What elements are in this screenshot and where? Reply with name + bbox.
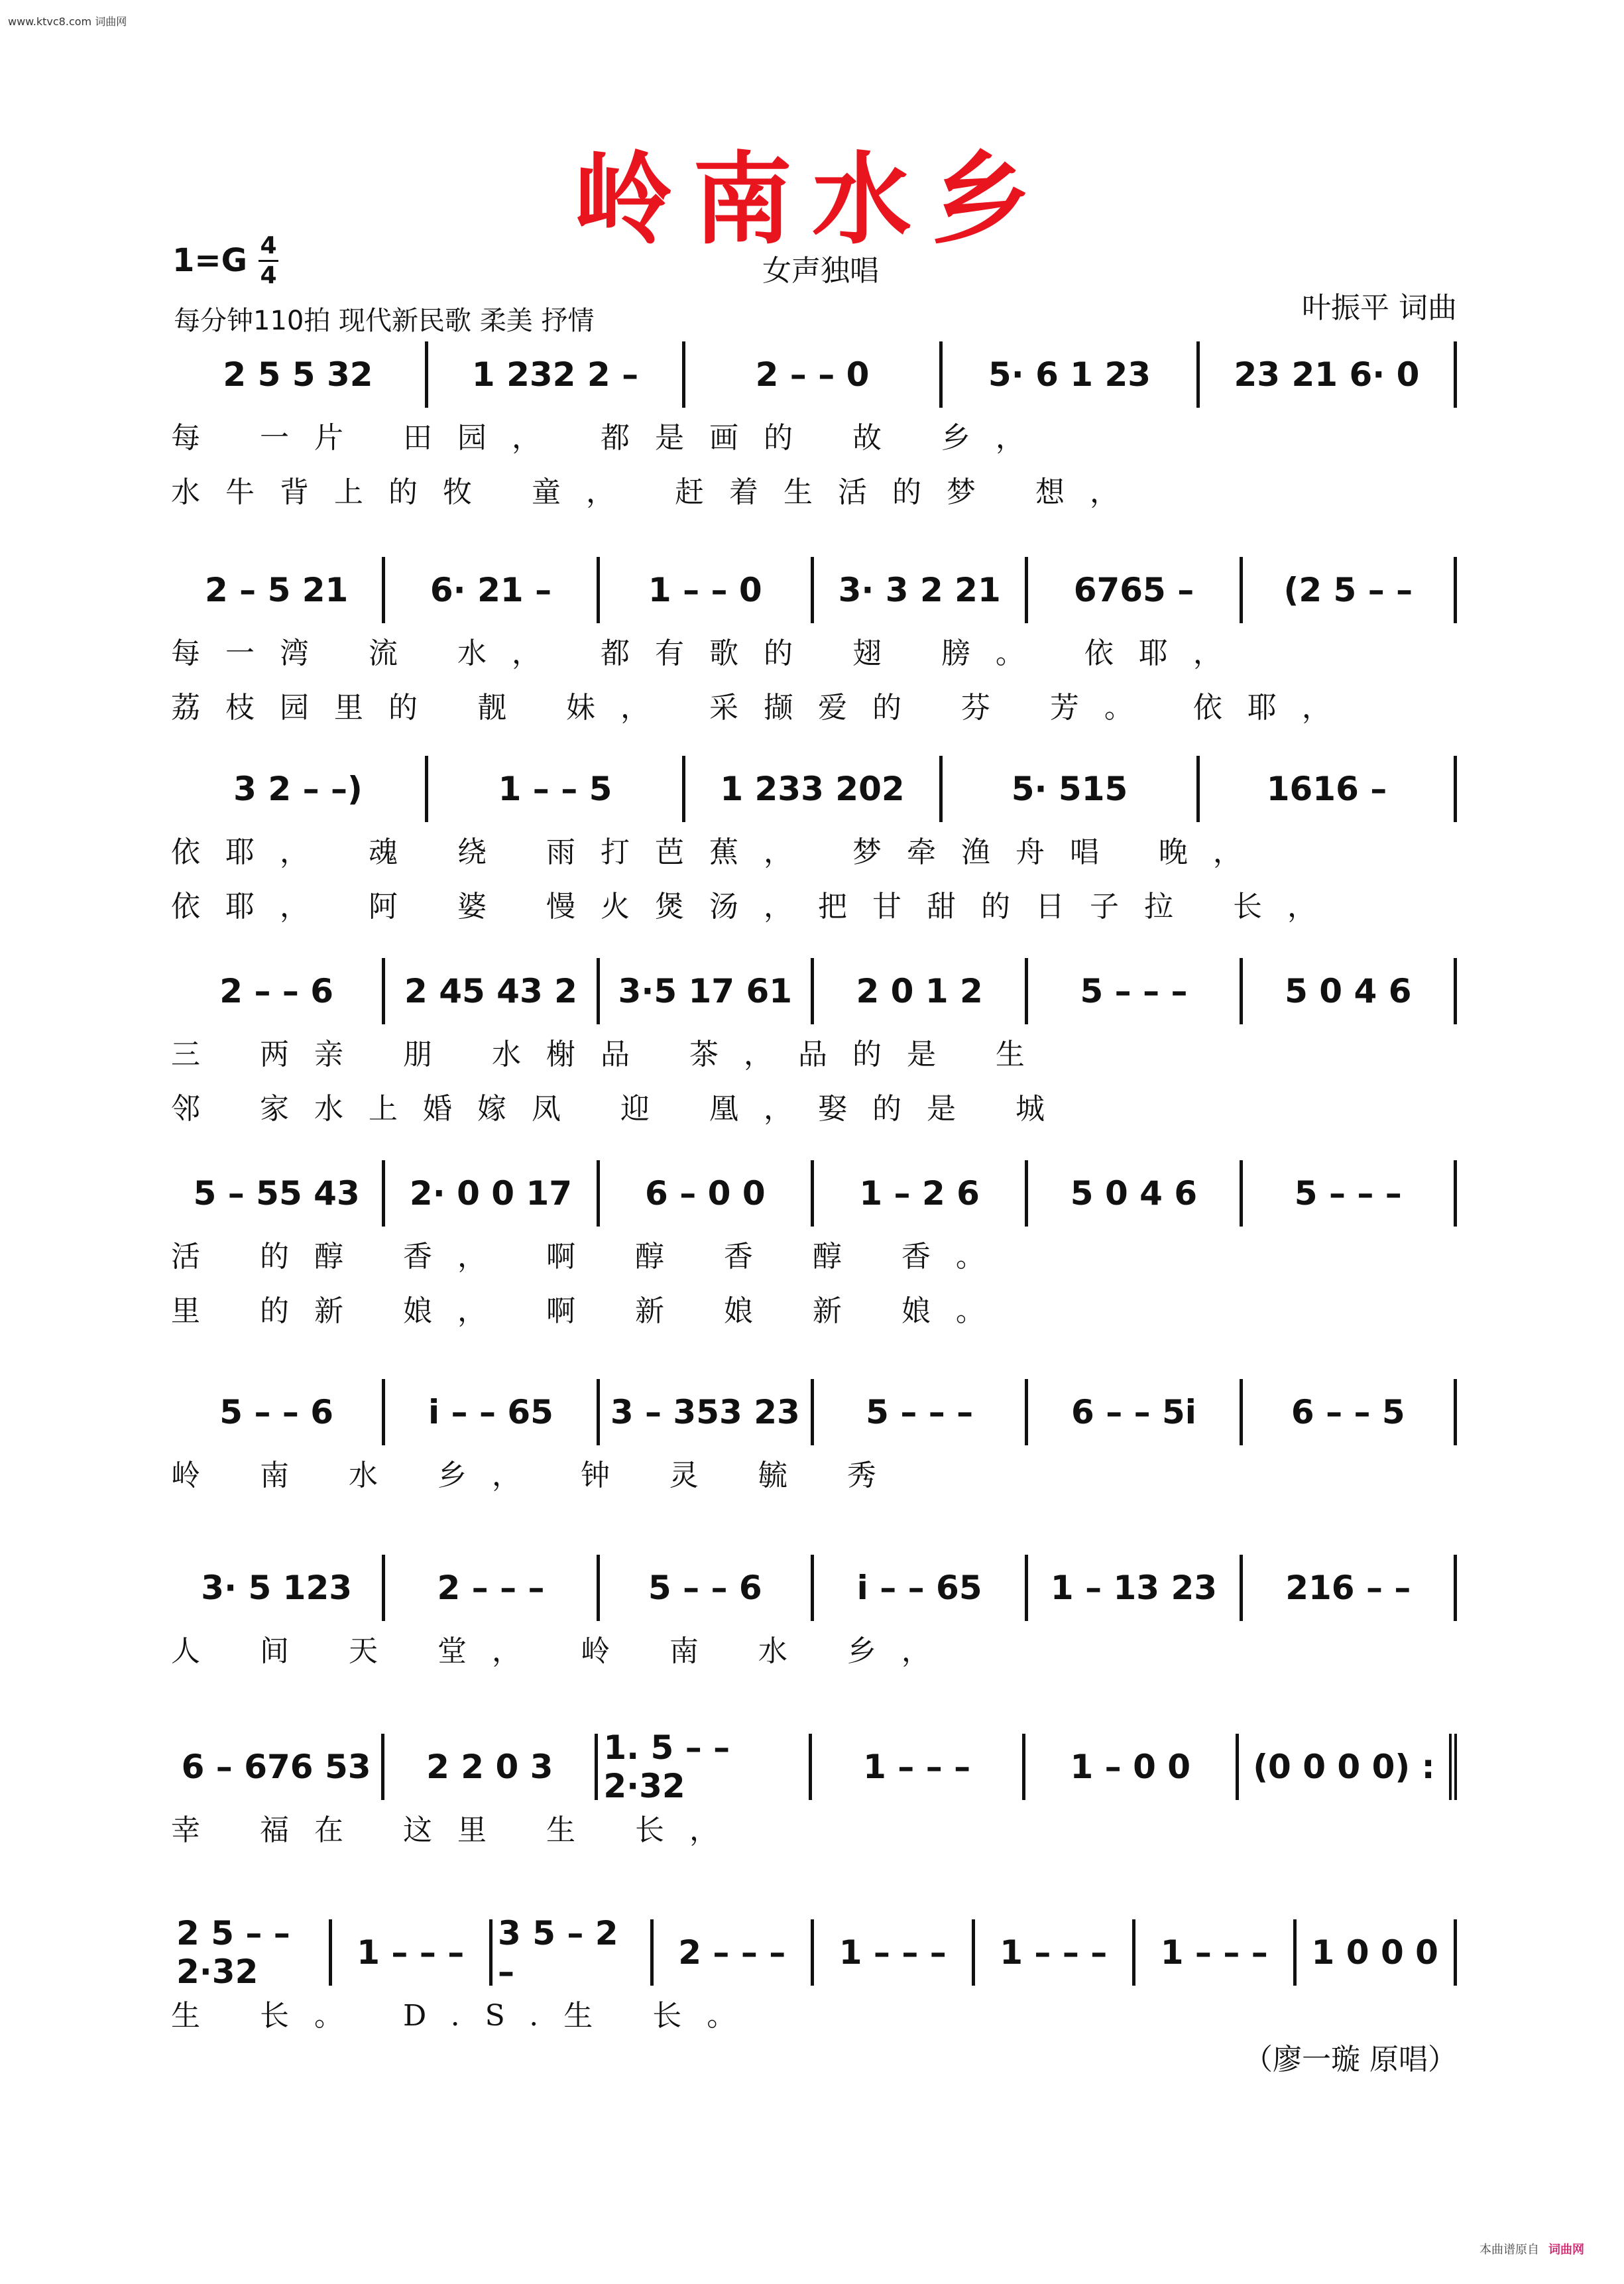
measure: 2 – – 0: [685, 341, 943, 408]
measure: 6765 –: [1028, 557, 1242, 623]
measure: 1 – – –: [332, 1919, 493, 1986]
measure: 3· 3 2 21: [814, 557, 1028, 623]
notes-row: [171, 1551, 1457, 1624]
measure: 5 0 4 6: [1243, 958, 1457, 1024]
score-system: [171, 1376, 1457, 1503]
lyric-line: 邻 家水上婚嫁凤 迎 凰，娶的是 城: [171, 1092, 1070, 1126]
measure: 3 2 – –): [171, 756, 428, 822]
lyric-line: 三 两亲 朋 水榭品 茶，品的是 生: [171, 1038, 1050, 1071]
notes-row: [171, 554, 1457, 627]
lyric-line: 荔枝园里的 靓 妹， 采撷爱的 芬 芳。 依耶，: [171, 691, 1356, 725]
measure: 2 45 43 2: [385, 958, 599, 1024]
notes-row: [171, 955, 1457, 1028]
lyric-line: 幸 福在 这里 生 长，: [171, 1813, 744, 1847]
notes-row: [171, 1376, 1457, 1449]
key-signature: 1=G: [172, 242, 248, 279]
score-system: [171, 338, 1457, 520]
lyric-line: 生 长。 D.S.生 长。: [171, 1999, 762, 2033]
measure: 6 – – 5: [1243, 1379, 1457, 1445]
measure: 2 – – 6: [171, 958, 385, 1024]
lyric-line: 依耶， 魂 绕 雨打芭蕉， 梦牵渔舟唱 晚，: [171, 835, 1267, 869]
measure: 1 – – –: [814, 1919, 975, 1986]
measure: i – – 65: [814, 1555, 1028, 1621]
measure: 2 5 – – 2·32: [171, 1919, 332, 1986]
measure: 1 232 2 –: [428, 341, 685, 408]
measure: 2 5 5 32: [171, 341, 428, 408]
score-system: [171, 955, 1457, 1136]
measure: 5 – – –: [1028, 958, 1242, 1024]
measure: 6· 21 –: [385, 557, 599, 623]
measure: 3·5 17 61: [600, 958, 814, 1024]
score-system: [171, 554, 1457, 735]
measure: 5 – – 6: [171, 1379, 385, 1445]
score-system: [171, 1551, 1457, 1679]
notes-row: [171, 338, 1457, 411]
measure: 5 – – –: [814, 1379, 1028, 1445]
time-signature: [259, 233, 278, 288]
measure: 6 – 676 53: [171, 1734, 384, 1800]
measure: 2 – – –: [385, 1555, 599, 1621]
measure: 23 21 6· 0: [1200, 341, 1457, 408]
measure: 1 – – 0: [600, 557, 814, 623]
footer-text: 本曲谱原自: [1479, 2243, 1539, 2257]
tempo-marking: 每分钟110拍 现代新民歌 柔美 抒情: [174, 306, 595, 336]
measure: 3 5 – 2 –: [493, 1919, 654, 1986]
lyric-line: 人 间 天 堂， 岭 南 水 乡，: [171, 1634, 956, 1668]
measure: 1 – 0 0: [1025, 1734, 1239, 1800]
footer-brand: 词曲网: [1548, 2243, 1584, 2257]
measure: 2 – – –: [654, 1919, 815, 1986]
measure: 1 – – –: [812, 1734, 1025, 1800]
time-sig-bottom: 4: [260, 262, 277, 289]
measure: 216 – –: [1243, 1555, 1457, 1621]
page-title: 岭南水乡: [573, 141, 1051, 258]
measure: 1. 5 – – 2·32: [598, 1734, 811, 1800]
measure: 2 0 1 2: [814, 958, 1028, 1024]
measure: (2 5 – –: [1243, 557, 1457, 623]
measure: i – – 65: [385, 1379, 599, 1445]
measure: 1 – – 5: [428, 756, 685, 822]
footer: [1479, 2240, 1584, 2257]
measure: 1616 –: [1200, 756, 1457, 822]
measure: 3 – 353 23: [600, 1379, 814, 1445]
lyric-line: 每 一片 田园， 都是画的 故 乡，: [171, 421, 1050, 455]
time-sig-top: 4: [260, 232, 277, 259]
measure: 1 – 2 6: [814, 1160, 1028, 1227]
lyric-line: 岭 南 水 乡， 钟 灵 毓 秀: [171, 1459, 901, 1492]
lyric-line: 活 的醇 香， 啊 醇 香 醇 香。: [171, 1240, 1010, 1274]
measure: 6 – – 5i: [1028, 1379, 1242, 1445]
performer-credit: （廖一璇 原唱）: [1244, 2043, 1457, 2076]
notes-row: [171, 1730, 1457, 1803]
measure: 1 – – –: [975, 1919, 1136, 1986]
measure: 5 – – –: [1243, 1160, 1457, 1227]
lyric-line: 依耶， 阿 婆 慢火煲汤，把甘甜的日子拉 长，: [171, 890, 1342, 924]
subtitle: 女声独唱: [762, 254, 879, 288]
measure: 2· 0 0 17: [385, 1160, 599, 1227]
measure: 5· 6 1 23: [943, 341, 1200, 408]
lyric-line: 里 的新 娘， 啊 新 娘 新 娘。: [171, 1294, 1010, 1328]
measure: 5 – – 6: [600, 1555, 814, 1621]
lyric-line: 水牛背上的牧 童， 赶着生活的梦 想，: [171, 475, 1144, 509]
measure: 5 – 55 43: [171, 1160, 385, 1227]
score-system: [171, 1730, 1457, 1858]
measure: 1 0 0 0: [1297, 1919, 1458, 1986]
score-system: [171, 1157, 1457, 1339]
composer: 叶振平 词曲: [1302, 291, 1457, 325]
measure: 5· 515: [943, 756, 1200, 822]
score-system: [171, 1916, 1457, 2043]
measure: 2 – 5 21: [171, 557, 385, 623]
measure: 1 – – –: [1135, 1919, 1297, 1986]
measure: 1 – 13 23: [1028, 1555, 1242, 1621]
measure: 1 233 202: [685, 756, 943, 822]
measure: (0 0 0 0) :: [1239, 1734, 1457, 1800]
measure: 6 – 0 0: [600, 1160, 814, 1227]
lyric-line: 每一湾 流 水， 都有歌的 翅 膀。 依耶，: [171, 636, 1247, 670]
notes-row: [171, 752, 1457, 825]
measure: 2 2 0 3: [384, 1734, 598, 1800]
notes-row: [171, 1157, 1457, 1230]
score-system: [171, 752, 1457, 934]
measure: 3· 5 123: [171, 1555, 385, 1621]
site-watermark: www.ktvc8.com 词曲网: [8, 15, 127, 28]
measure: 5 0 4 6: [1028, 1160, 1242, 1227]
notes-row: [171, 1916, 1457, 1989]
